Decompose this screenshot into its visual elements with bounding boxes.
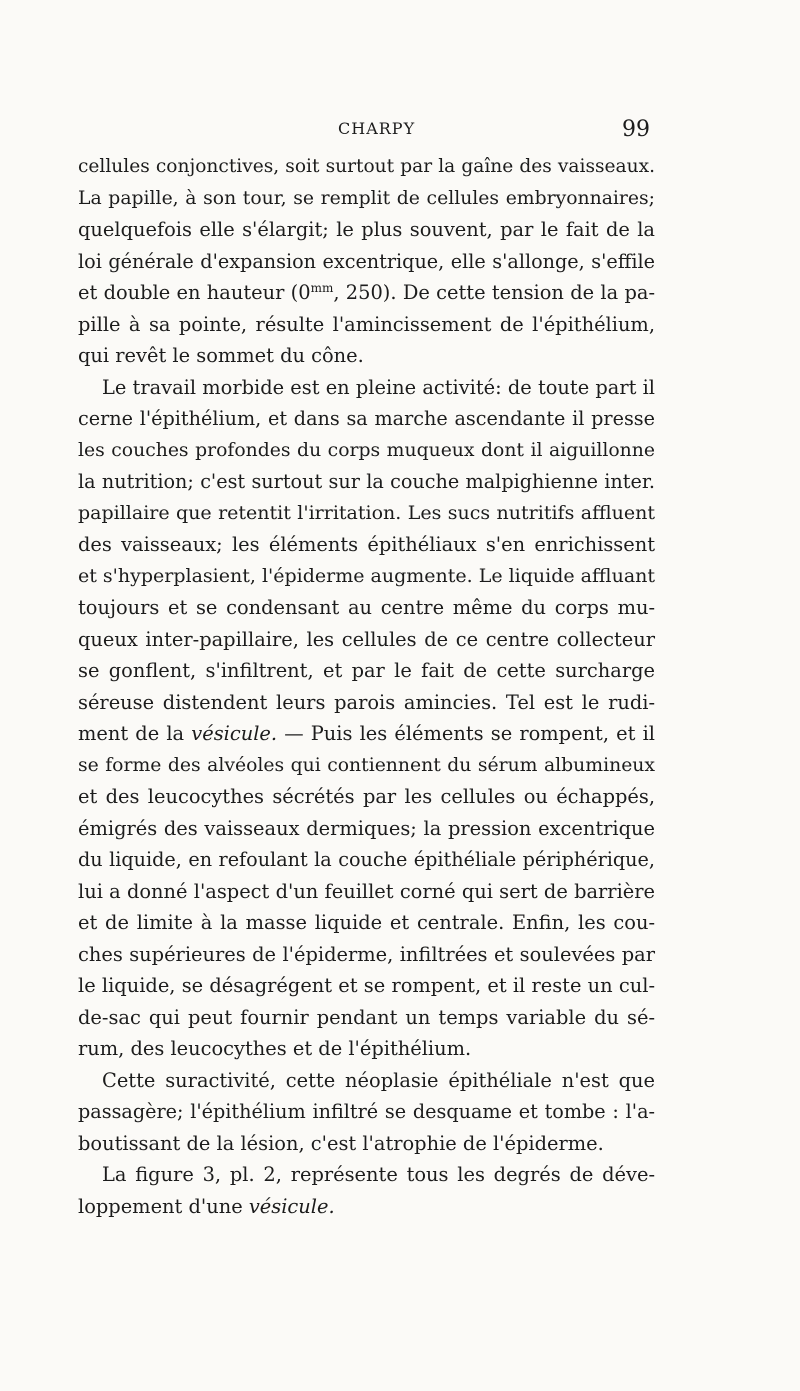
text-line: du liquide, en refoulant la couche épithéliale périphérique, [78, 848, 655, 871]
text-line: pille à sa pointe, résulte l'amincissement de l'épithélium, [78, 312, 655, 336]
text-segment: , 250). De cette tension de la pa- [333, 281, 655, 304]
text-line: et s'hyperplasient, l'épiderme augmente. Le liquide affluant [78, 564, 656, 587]
text-line: et de limite à la masse liquide et centrale. Enfin, les cou- [78, 911, 655, 934]
text-line: se gonflent, s'infiltrent, et par le fait de cette surcharge [78, 659, 655, 682]
text-line: loi générale d'expansion excentrique, elle s'allonge, s'effile [78, 249, 655, 273]
text-line: séreuse distendent leurs parois amincies. Tel est le rudi- [78, 690, 655, 714]
text-line: lui a donné l'aspect d'un feuillet corné qui sert de barrière [78, 879, 655, 903]
text-line: et des leucocythes sécrétés par les cellules ou échappés, [78, 785, 655, 808]
text-line: queux inter-papillaire, les cellules de ce centre collecteur [78, 627, 655, 651]
text-line: la nutrition; c'est surtout sur la couche malpighienne inter. [78, 470, 655, 493]
text-line: des vaisseaux; les éléments épithéliaux s'en enrichissent [78, 533, 655, 556]
text-line: ches supérieures de l'épiderme, infiltrées et soulevées par [78, 942, 655, 966]
running-head [0, 117, 800, 141]
text-line [78, 277, 655, 309]
text-line: boutissant de la lésion, c'est l'atrophie de l'épiderme. [78, 1131, 604, 1155]
text-line: cerne l'épithélium, et dans sa marche ascendante il presse [78, 407, 655, 430]
text-line: passagère; l'épithélium infiltré se desquame et tombe : l'a- [78, 1100, 655, 1123]
running-title: CHARPY [338, 119, 416, 138]
body-text [78, 151, 655, 1222]
text-line: se forme des alvéoles qui contiennent du sérum albumineux [78, 754, 655, 776]
text-line: papillaire que retentit l'irritation. Les sucs nutritifs affluent [78, 501, 655, 524]
text-segment: loppement d'une [78, 1194, 249, 1218]
text-line: La figure 3, pl. 2, représente tous les degrés de déve- [102, 1163, 655, 1186]
italic-term: vésicule. [191, 722, 278, 745]
text-line: cellules conjonctives, soit surtout par la gaîne des vaisseaux. [78, 156, 655, 177]
text-line: le liquide, se désagrégent et se rompent, et il reste un cul- [78, 974, 655, 997]
italic-term: vésicule. [248, 1194, 335, 1218]
text-line: émigrés des vaisseaux dermiques; la pression excentrique [78, 816, 655, 840]
text-line: qui revêt le sommet du cône. [78, 344, 364, 367]
text-segment: — Puis les éléments se rompent, et il [277, 722, 655, 745]
superscript: mm [310, 281, 334, 295]
text-line: rum, des leucocythes et de l'épithélium. [78, 1037, 472, 1060]
text-line: les couches profondes du corps muqueux dont il aiguillonne [78, 439, 655, 461]
page-number: 99 [622, 117, 650, 142]
text-line [78, 718, 655, 750]
text-line: quelquefois elle s'élargit; le plus souvent, par le fait de la [78, 218, 655, 241]
text-line: Cette suractivité, cette néoplasie épithéliale n'est que [102, 1068, 655, 1092]
text-line: toujours et se condensant au centre même du corps mu- [78, 596, 655, 619]
text-segment: ment de la [78, 722, 192, 745]
text-line: La papille, à son tour, se remplit de cellules embryonnaires; [78, 187, 655, 209]
text-line [78, 1191, 655, 1223]
text-segment: et double en hauteur (0 [78, 281, 311, 304]
text-line: Le travail morbide est en pleine activité: de toute part il [102, 375, 655, 399]
text-line: de-sac qui peut fournir pendant un temps variable du sé- [78, 1005, 655, 1029]
